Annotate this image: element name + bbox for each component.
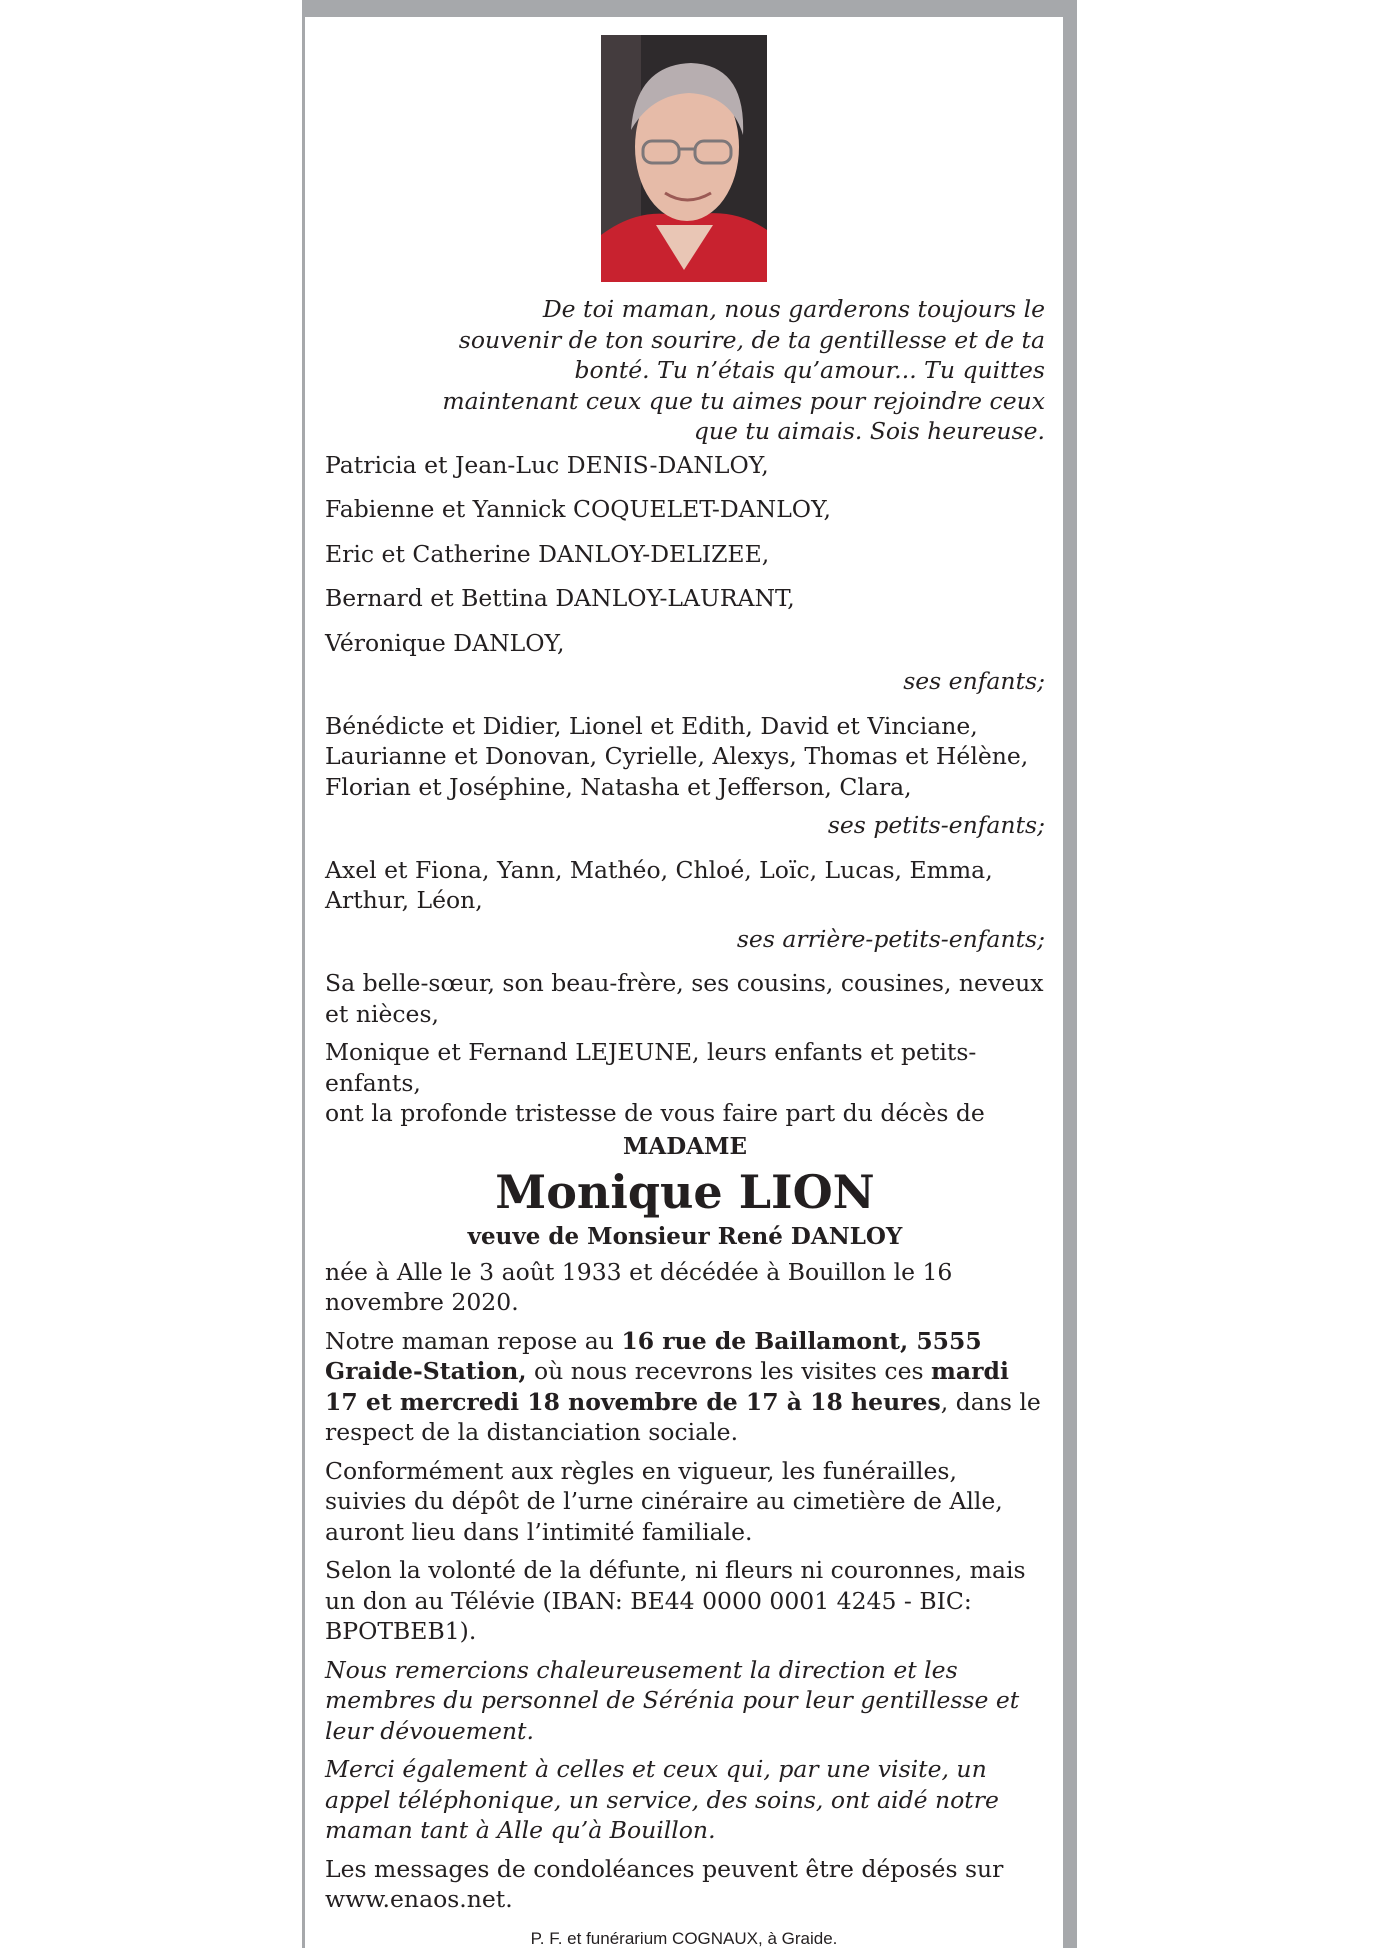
child-3: Eric et Catherine DANLOY-DELIZEE, [325,539,770,568]
visit-info [325,1326,1045,1448]
announcement: ont la profonde tristesse de vous faire part du décès de [325,1099,985,1127]
condolences-info: Les messages de condoléances peuvent être déposés sur www.enaos.net. [325,1854,1004,1913]
child-1: Patricia et Jean-Luc DENIS-DANLOY, [325,450,769,479]
visit-intro: Notre maman repose au [325,1326,622,1355]
children-role: ses enfants; [903,667,1045,695]
funeral-home-credit: P. F. et funérarium COGNAUX, à Graide. [530,1929,838,1948]
title: MADAME [622,1132,748,1160]
visit-address: 16 rue de Baillamont, 5555 Graide-Station, [325,1326,982,1385]
widow-of: veuve de Monsieur René DANLOY [467,1223,903,1250]
thanks-staff: Nous remercions chaleureusement la direction et les membres du personnel de Sérénia pour leur gentillesse et leur dévouement. [325,1655,1020,1745]
obituary-card [302,0,1077,1948]
friends: Monique et Fernand LEJEUNE, leurs enfants et petits-enfants, [325,1038,977,1097]
visit-middle: où nous recevrons les visites ces [526,1357,932,1385]
child-5: Véronique DANLOY, [325,628,565,657]
relatives: Sa belle-sœur, son beau-frère, ses cousins, cousines, neveux et nièces, [325,969,1044,1028]
child-2: Fabienne et Yannick COQUELET-DANLOY, [325,495,832,523]
visit-end: , dans le respect de la distanciation sociale. [325,1387,1041,1446]
portrait-image [601,35,767,282]
funeral-info: Conformément aux règles en vigueur, les funérailles, suivies du dépôt de l’urne cinéraire au cimetière de Alle, auront lieu dans l’intimité familiale. [325,1456,1003,1546]
epitaph: De toi maman, nous garderons toujours le souvenir de ton sourire, de ta gentillesse et de ta bonté. Tu n’étais qu’amour... Tu quittes maintenant ceux que tu aimes pour rejoindre ceux que tu aimais. Sois heureuse. [442,295,1045,445]
portrait-photo [601,35,767,282]
grandchildren-role: ses petits-enfants; [827,811,1045,839]
thanks-visitors: Merci également à celles et ceux qui, par une visite, un appel téléphonique, un service, des soins, ont aidé notre maman tant à Alle qu’à Bouillon. [325,1755,999,1844]
deceased-name: Monique LION [495,1165,875,1219]
great-grandchildren: Axel et Fiona, Yann, Mathéo, Chloé, Loïc, Lucas, Emma, Arthur, Léon, [325,855,993,914]
birth-death: née à Alle le 3 août 1933 et décédée à Bouillon le 16 novembre 2020. [325,1257,953,1316]
visit-dates: mardi 17 et mercredi 18 novembre de 17 à 18 heures [325,1357,1009,1416]
donation-info: Selon la volonté de la défunte, ni fleurs ni couronnes, mais un don au Télévie (IBAN: BE44 0000 0001 4245 - BIC: BPOTBEB1). [325,1556,1026,1645]
obituary-text [325,294,1045,1923]
grandchildren: Bénédicte et Didier, Lionel et Edith, David et Vinciane, Laurianne et Donovan, Cyrielle, Alexys, Thomas et Hélène, Florian et Joséphine, Natasha et Jefferson, Clara, [325,711,1029,801]
child-4: Bernard et Bettina DANLOY-LAURANT, [325,584,795,612]
great-grandchildren-role: ses arrière-petits-enfants; [736,924,1045,953]
